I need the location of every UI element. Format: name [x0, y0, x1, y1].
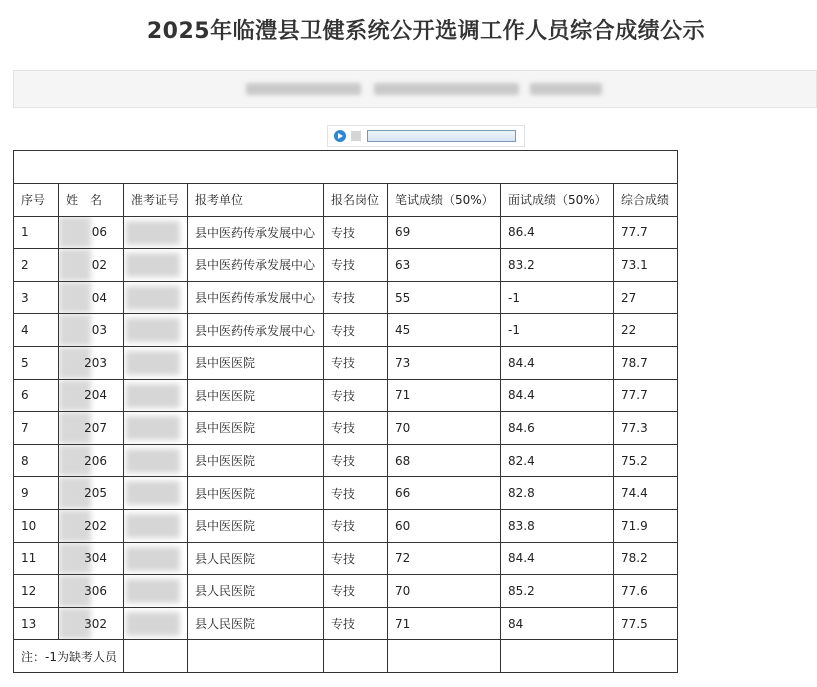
- page-title: 2025年临澧县卫健系统公开选调工作人员综合成绩公示: [146, 19, 706, 44]
- column-header: 准考证号: [124, 184, 188, 217]
- table-row: [14, 542, 678, 575]
- exam-id-cell: [124, 509, 188, 542]
- candidate-name-cell: [59, 542, 124, 575]
- interview-score-cell: 84.4: [501, 346, 614, 379]
- post-cell: 专技: [324, 509, 388, 542]
- unit-cell: 县中医医院: [188, 477, 324, 510]
- written-score-cell: 63: [388, 249, 501, 282]
- row-number: 9: [14, 477, 59, 510]
- post-cell: 专技: [324, 281, 388, 314]
- redacted-meta-text: [374, 83, 519, 95]
- column-header: 报名岗位: [324, 184, 388, 217]
- total-score-cell: 77.3: [614, 412, 678, 445]
- candidate-name-tail: 302: [84, 616, 107, 631]
- table-row: [14, 477, 678, 510]
- row-number: 4: [14, 314, 59, 347]
- candidate-name-tail: 304: [84, 551, 107, 566]
- candidate-name-tail: 206: [84, 453, 107, 468]
- table-row: [14, 379, 678, 412]
- row-number: 10: [14, 509, 59, 542]
- redacted-exam-id: [126, 612, 180, 636]
- total-score-cell: 22: [614, 314, 678, 347]
- candidate-name-cell: [59, 281, 124, 314]
- exam-id-cell: [124, 607, 188, 640]
- candidate-name-cell: [59, 346, 124, 379]
- row-number: 2: [14, 249, 59, 282]
- table-row: [14, 281, 678, 314]
- row-number: 6: [14, 379, 59, 412]
- table-row: [14, 509, 678, 542]
- candidate-name-cell: [59, 444, 124, 477]
- redacted-name: [59, 282, 91, 314]
- redacted-exam-id: [126, 351, 180, 375]
- interview-score-cell: 82.8: [501, 477, 614, 510]
- table-row: [14, 216, 678, 249]
- candidate-name-tail: 203: [84, 355, 107, 370]
- unit-cell: 县中医药传承发展中心: [188, 314, 324, 347]
- candidate-name-tail: 04: [91, 290, 107, 305]
- interview-score-cell: 84.4: [501, 379, 614, 412]
- absence-note: 注：-1为缺考人员: [14, 640, 124, 673]
- unit-cell: 县中医医院: [188, 379, 324, 412]
- table-row: [14, 314, 678, 347]
- redacted-exam-id: [126, 449, 180, 473]
- total-score-cell: 77.5: [614, 607, 678, 640]
- exam-id-cell: [124, 575, 188, 608]
- table-row: [14, 412, 678, 445]
- candidate-name-cell: [59, 249, 124, 282]
- candidate-name-cell: [59, 477, 124, 510]
- post-cell: 专技: [324, 607, 388, 640]
- interview-score-cell: 84.6: [501, 412, 614, 445]
- row-number: 1: [14, 216, 59, 249]
- total-score-cell: 71.9: [614, 509, 678, 542]
- table-row: [14, 346, 678, 379]
- redacted-exam-id: [126, 514, 180, 538]
- written-score-cell: 73: [388, 346, 501, 379]
- written-score-cell: 69: [388, 216, 501, 249]
- interview-score-cell: 83.2: [501, 249, 614, 282]
- post-cell: 专技: [324, 575, 388, 608]
- unit-cell: 县中医医院: [188, 509, 324, 542]
- unit-cell: 县中医药传承发展中心: [188, 249, 324, 282]
- redacted-exam-id: [126, 384, 180, 408]
- post-cell: 专技: [324, 444, 388, 477]
- written-score-cell: 71: [388, 379, 501, 412]
- row-number: 12: [14, 575, 59, 608]
- unit-cell: 县中医医院: [188, 412, 324, 445]
- interview-score-cell: 82.4: [501, 444, 614, 477]
- table-note-row: [14, 640, 678, 673]
- redacted-exam-id: [126, 481, 180, 505]
- post-cell: 专技: [324, 379, 388, 412]
- total-score-cell: 73.1: [614, 249, 678, 282]
- total-score-cell: 77.7: [614, 379, 678, 412]
- total-score-cell: 27: [614, 281, 678, 314]
- column-header: 序号: [14, 184, 59, 217]
- score-table: [13, 150, 678, 673]
- unit-cell: 县中医药传承发展中心: [188, 281, 324, 314]
- written-score-cell: 60: [388, 509, 501, 542]
- written-score-cell: 68: [388, 444, 501, 477]
- total-score-cell: 77.6: [614, 575, 678, 608]
- exam-id-cell: [124, 216, 188, 249]
- redacted-exam-id: [126, 253, 180, 277]
- unit-cell: 县人民医院: [188, 542, 324, 575]
- exam-id-cell: [124, 542, 188, 575]
- total-score-cell: 74.4: [614, 477, 678, 510]
- candidate-name-cell: [59, 575, 124, 608]
- candidate-name-tail: 207: [84, 420, 107, 435]
- interview-score-cell: 84: [501, 607, 614, 640]
- post-cell: 专技: [324, 216, 388, 249]
- redacted-exam-id: [126, 318, 180, 342]
- redacted-meta-text: [530, 83, 602, 95]
- interview-score-cell: 86.4: [501, 216, 614, 249]
- candidate-name-tail: 306: [84, 583, 107, 598]
- table-blank-row: [14, 151, 678, 184]
- row-number: 7: [14, 412, 59, 445]
- column-header: 姓 名: [59, 184, 124, 217]
- post-cell: 专技: [324, 346, 388, 379]
- unit-cell: 县中医药传承发展中心: [188, 216, 324, 249]
- exam-id-cell: [124, 346, 188, 379]
- unit-cell: 县中医医院: [188, 444, 324, 477]
- candidate-name-cell: [59, 509, 124, 542]
- written-score-cell: 66: [388, 477, 501, 510]
- candidate-name-tail: 204: [84, 388, 107, 403]
- interview-score-cell: -1: [501, 314, 614, 347]
- written-score-cell: 72: [388, 542, 501, 575]
- row-number: 13: [14, 607, 59, 640]
- column-header: 报考单位: [188, 184, 324, 217]
- post-cell: 专技: [324, 412, 388, 445]
- interview-score-cell: 84.4: [501, 542, 614, 575]
- exam-id-cell: [124, 281, 188, 314]
- candidate-name-cell: [59, 314, 124, 347]
- candidate-name-tail: 202: [84, 518, 107, 533]
- exam-id-cell: [124, 314, 188, 347]
- written-score-cell: 70: [388, 575, 501, 608]
- written-score-cell: 70: [388, 412, 501, 445]
- candidate-name-cell: [59, 216, 124, 249]
- table-row: [14, 444, 678, 477]
- play-icon[interactable]: [334, 130, 346, 142]
- redacted-meta-text: [246, 83, 361, 95]
- exam-id-cell: [124, 477, 188, 510]
- written-score-cell: 55: [388, 281, 501, 314]
- column-header: 笔试成绩（50%）: [388, 184, 501, 217]
- interview-score-cell: 83.8: [501, 509, 614, 542]
- total-score-cell: 78.2: [614, 542, 678, 575]
- redacted-exam-id: [126, 286, 180, 310]
- redacted-exam-id: [126, 547, 180, 571]
- post-cell: 专技: [324, 477, 388, 510]
- candidate-name-cell: [59, 379, 124, 412]
- table-row: [14, 575, 678, 608]
- candidate-name-tail: 205: [84, 486, 107, 501]
- unit-cell: 县人民医院: [188, 575, 324, 608]
- volume-icon[interactable]: [351, 131, 361, 141]
- exam-id-cell: [124, 379, 188, 412]
- post-cell: 专技: [324, 249, 388, 282]
- audio-progress-bar[interactable]: [367, 130, 516, 142]
- interview-score-cell: 85.2: [501, 575, 614, 608]
- redacted-name: [59, 249, 91, 281]
- redacted-exam-id: [126, 221, 180, 245]
- candidate-name-tail: 03: [91, 323, 107, 338]
- column-header: 面试成绩（50%）: [501, 184, 614, 217]
- row-number: 11: [14, 542, 59, 575]
- row-number: 8: [14, 444, 59, 477]
- table-row: [14, 607, 678, 640]
- exam-id-cell: [124, 412, 188, 445]
- written-score-cell: 45: [388, 314, 501, 347]
- table-header-row: [14, 184, 678, 217]
- audio-player[interactable]: [327, 125, 525, 147]
- total-score-cell: 78.7: [614, 346, 678, 379]
- redacted-name: [59, 217, 91, 249]
- unit-cell: 县人民医院: [188, 607, 324, 640]
- redacted-exam-id: [126, 579, 180, 603]
- candidate-name-cell: [59, 412, 124, 445]
- post-cell: 专技: [324, 314, 388, 347]
- total-score-cell: 75.2: [614, 444, 678, 477]
- post-cell: 专技: [324, 542, 388, 575]
- article-meta-bar: [13, 70, 817, 108]
- redacted-name: [59, 314, 91, 346]
- candidate-name-tail: 02: [91, 257, 107, 272]
- redacted-exam-id: [126, 416, 180, 440]
- row-number: 3: [14, 281, 59, 314]
- table-row: [14, 249, 678, 282]
- row-number: 5: [14, 346, 59, 379]
- unit-cell: 县中医医院: [188, 346, 324, 379]
- column-header: 综合成绩: [614, 184, 678, 217]
- candidate-name-cell: [59, 607, 124, 640]
- written-score-cell: 71: [388, 607, 501, 640]
- exam-id-cell: [124, 444, 188, 477]
- total-score-cell: 77.7: [614, 216, 678, 249]
- exam-id-cell: [124, 249, 188, 282]
- candidate-name-tail: 06: [91, 225, 107, 240]
- interview-score-cell: -1: [501, 281, 614, 314]
